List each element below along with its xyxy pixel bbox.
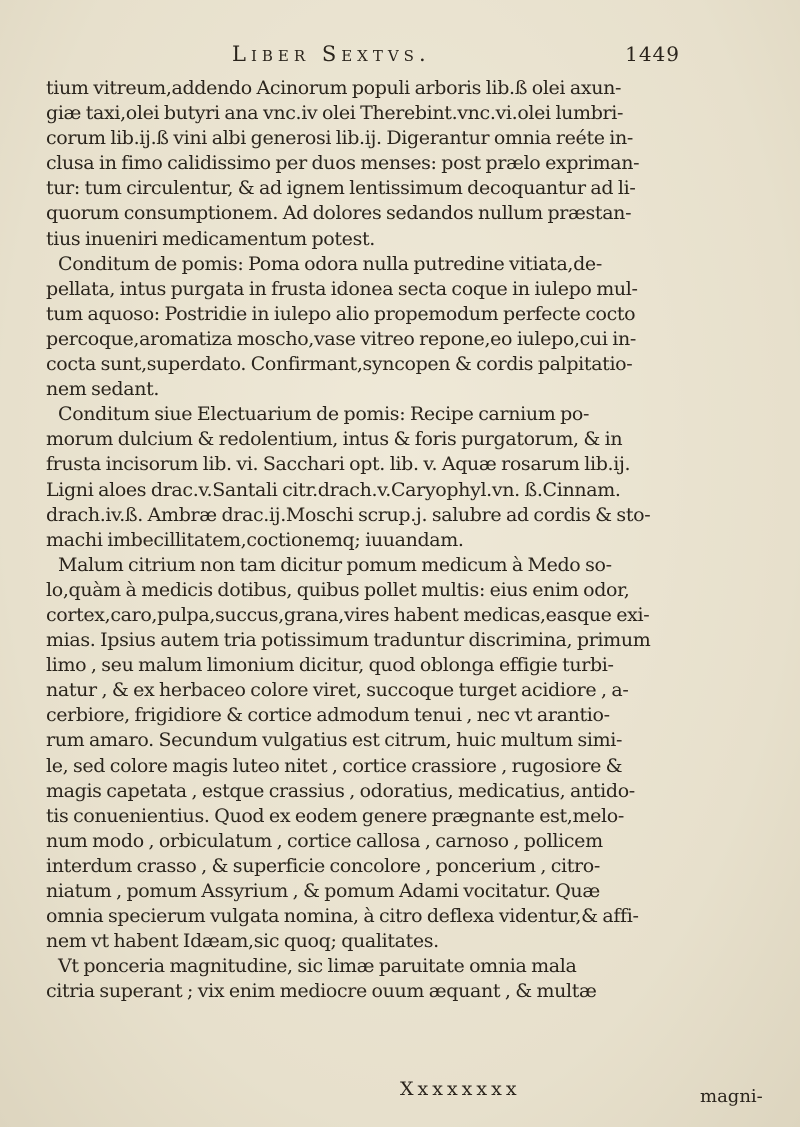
- text-line: quorum consumptionem. Ad dolores sedandos nullum præstan-: [46, 202, 632, 225]
- text-line: rum amaro. Secundum vulgatius est citrum, huic multum simi-: [46, 729, 623, 752]
- page-number: 1449: [625, 42, 680, 66]
- text-line: tius inueniri medicamentum potest.: [46, 227, 375, 250]
- text-line: Conditum de pomis: Poma odora nulla putredine vitiata,de-: [58, 252, 602, 275]
- running-title: Liber Sextvs.: [232, 42, 431, 66]
- text-line: machi imbecillitatem,coctionemq; iuuandam.: [46, 528, 464, 551]
- text-line: cerbiore, frigidiore & cortice admodum tenui , nec vt arantio-: [46, 704, 610, 727]
- text-line: cortex,caro,pulpa,succus,grana,vires habent medicas,easque exi-: [46, 603, 650, 626]
- text-line: morum dulcium & redolentium, intus & foris purgatorum, & in: [46, 428, 623, 451]
- text-line: nem sedant.: [46, 378, 160, 401]
- text-line: pellata, intus purgata in frusta idonea secta coque in iulepo mul-: [46, 277, 638, 300]
- text-line: tis conuenientius. Quod ex eodem genere prægnante est,melo-: [46, 804, 624, 827]
- text-line: omnia specierum vulgata nomina, à citro deflexa videntur,& affi-: [46, 905, 639, 928]
- text-line: Malum citrium non tam dicitur pomum medicum à Medo so-: [58, 553, 612, 576]
- text-line: giæ taxi,olei butyri ana vnc.iv olei Therebint.vnc.vi.olei lumbri-: [46, 102, 624, 125]
- text-line: tum aquoso: Postridie in iulepo alio propemodum perfecte cocto: [46, 302, 636, 325]
- text-line: natur , & ex herbaceo colore viret, succoque turget acidiore , a-: [46, 679, 629, 702]
- text-line: drach.iv.ß. Ambræ drac.ij.Moschi scrup.j. salubre ad cordis & sto-: [46, 503, 651, 526]
- text-line: lo,quàm à medicis dotibus, quibus pollet multis: eius enim odor,: [46, 578, 630, 601]
- text-line: nem vt habent Idæam,sic quoq; qualitates.: [46, 930, 439, 953]
- text-line: le, sed colore magis luteo nitet , cortice crassiore , rugosiore &: [46, 754, 623, 777]
- text-line: Ligni aloes drac.v.Santali citr.drach.v.Caryophyl.vn. ß.Cinnam.: [46, 478, 621, 501]
- text-line: corum lib.ij.ß vini albi generosi lib.ij. Digerantur omnia reéte in-: [46, 127, 633, 150]
- text-line: num modo , orbiculatum , cortice callosa , carnoso , pollicem: [46, 829, 603, 852]
- body-text: [46, 76, 736, 1004]
- signature-mark: Xxxxxxxx: [400, 1078, 521, 1100]
- text-line: mias. Ipsius autem tria potissimum traduntur discrimina, primum: [46, 629, 651, 652]
- text-line: Vt ponceria magnitudine, sic limæ paruitate omnia mala: [58, 955, 577, 978]
- text-line: percoque,aromatiza moscho,vase vitreo repone,eo iulepo,cui in-: [46, 327, 636, 350]
- text-line: limo , seu malum limonium dicitur, quod oblonga effigie turbi-: [46, 654, 614, 677]
- text-line: citria superant ; vix enim mediocre ouum æquant , & multæ: [46, 980, 597, 1003]
- page-header: [232, 42, 680, 66]
- text-line: clusa in fimo calidissimo per duos menses: post prælo expriman-: [46, 152, 640, 175]
- text-line: tur: tum circulentur, & ad ignem lentissimum decoquantur ad li-: [46, 177, 636, 200]
- text-line: tium vitreum,addendo Acinorum populi arboris lib.ß olei axun-: [46, 77, 622, 99]
- catchword: magni-: [700, 1086, 763, 1107]
- text-line: niatum , pomum Assyrium , & pomum Adami vocitatur. Quæ: [46, 880, 600, 902]
- text-line: interdum crasso , & superficie concolore , poncerium , citro-: [46, 854, 600, 877]
- text-line: frusta incisorum lib. vi. Sacchari opt. lib. v. Aquæ rosarum lib.ij.: [46, 453, 631, 476]
- text-line: Conditum siue Electuarium de pomis: Recipe carnium po-: [58, 403, 590, 426]
- text-line: magis capetata , estque crassius , odoratius, medicatius, antido-: [46, 779, 635, 802]
- text-line: cocta sunt,superdato. Confirmant,syncopen & cordis palpitatio-: [46, 353, 633, 376]
